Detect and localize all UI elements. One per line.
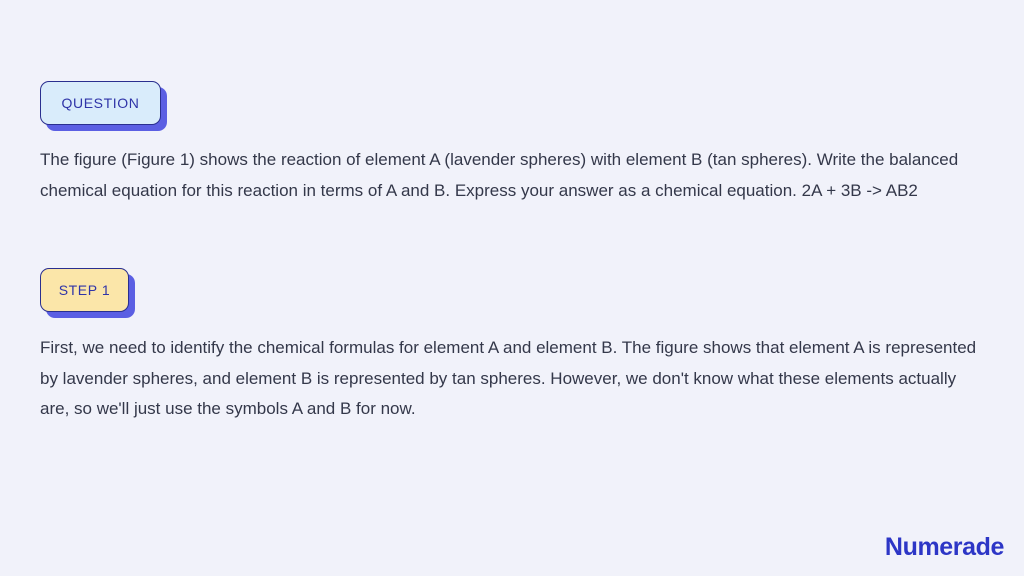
question-tag-label: QUESTION <box>61 95 140 111</box>
numerade-logo: Numerade <box>884 533 1004 561</box>
step1-tag-wrapper <box>40 268 129 312</box>
step1-tag-label: STEP 1 <box>58 282 111 298</box>
step1-text: First, we need to identify the chemical formulas for element A and element B. The figure shows that element A is represented by lavender spheres, and element B is represented by tan spheres. However, we don't know what these elements actually are, so we'll just use the symbols A and B for now. <box>40 338 977 418</box>
question-tag <box>40 81 161 125</box>
step1-tag <box>40 268 129 312</box>
question-tag-wrapper <box>40 81 161 125</box>
question-text: The figure (Figure 1) shows the reaction of element A (lavender spheres) with element B (tan spheres). Write the balanced chemical equation for this reaction in terms of A and B. Express your answer as a chemical equation. 2A + 3B -> AB2 <box>40 150 959 200</box>
